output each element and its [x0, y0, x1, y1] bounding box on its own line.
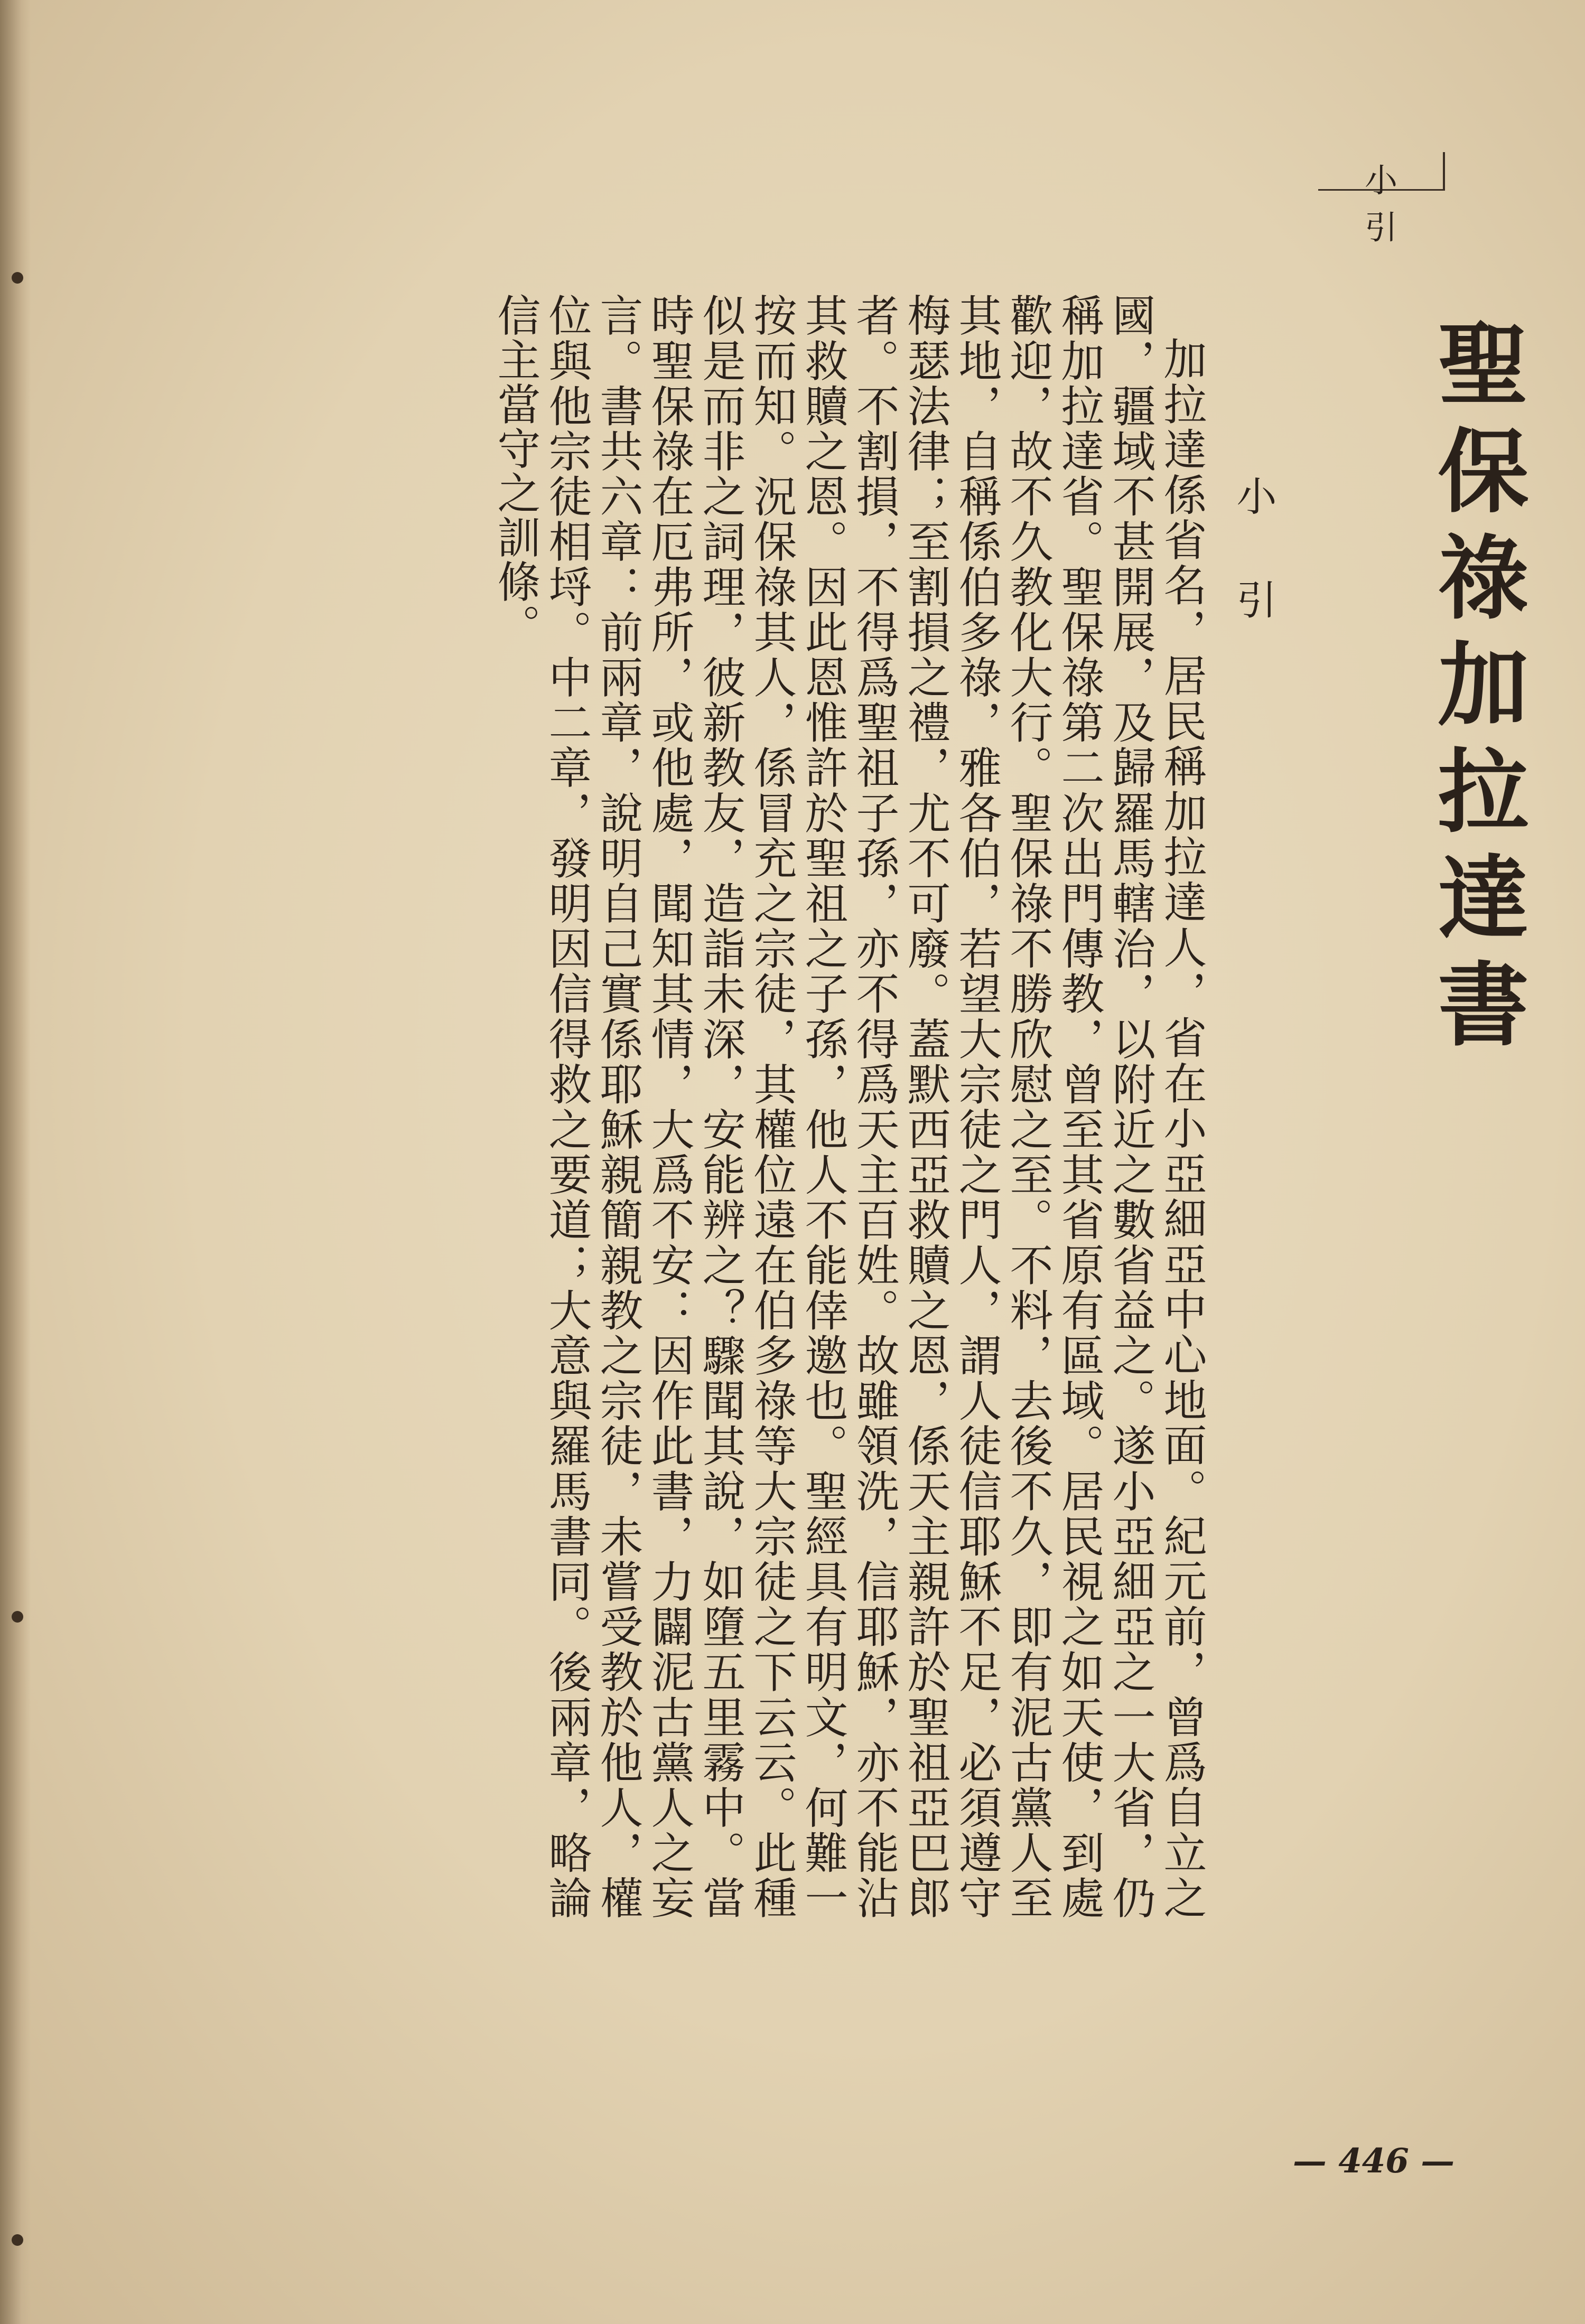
book-title: 聖保祿加拉達書: [1423, 317, 1530, 1064]
body-text: [490, 293, 1207, 1920]
binding-hole: [12, 272, 23, 284]
page-spine-edge: [0, 0, 31, 2324]
running-header: [1318, 152, 1445, 247]
binding-hole: [12, 2234, 23, 2246]
running-head-text: 小引: [1364, 161, 1434, 247]
body-paragraph: 加拉達係省名，居民稱加拉達人，省在小亞細亞中心地面。紀元前，曾爲自立之國，疆域不甚開展，及歸羅馬轄治，以附近之數省益之。遂小亞細亞之一大省，仍稱加拉達省。聖保祿第二次出門傳教，曾至其省原有區域。居民視之如天使，到處歡迎，故不久教化大行。聖保祿不勝欣慰之至。不料，去後不久，即有泥古黨人至其地，自稱係伯多祿，雅各伯，若望大宗徒之門人，謂人徒信耶穌不足，必須遵守梅瑟法律；至割損之禮，尤不可廢。蓋默西亞救贖之恩，係天主親許於聖祖亞巴郎者。不割損，不得爲聖祖子孫，亦不得爲天主百姓。故雖領洗，信耶穌，亦不能沾其救贖之恩。因此恩惟許於聖祖之子孫，他人不能倖邀也。聖經具有明文，何難一按而知。況保祿其人，係冒充之宗徒，其權位遠在伯多祿等大宗徒之下云云。此種似是而非之詞理，彼新教友，造詣未深，安能辨之？驟聞其說，如墮五里霧中。當時聖保祿在厄弗所，或他處，聞知其情，大爲不安：因作此書，力闢泥古黨人之妄言。書共六章：前兩章，說明自己實係耶穌親簡親教之宗徒，未嘗受教於他人，權位與他宗徒相埒。中二章，發明因信得救之要道；大意與羅馬書同。後兩章，略論信主當守之訓條。: [490, 293, 1207, 1920]
header-rule: [1443, 152, 1445, 189]
section-heading: 小引: [1230, 475, 1277, 682]
binding-hole: [12, 1611, 23, 1623]
page-number: — 446 —: [1292, 2141, 1455, 2181]
